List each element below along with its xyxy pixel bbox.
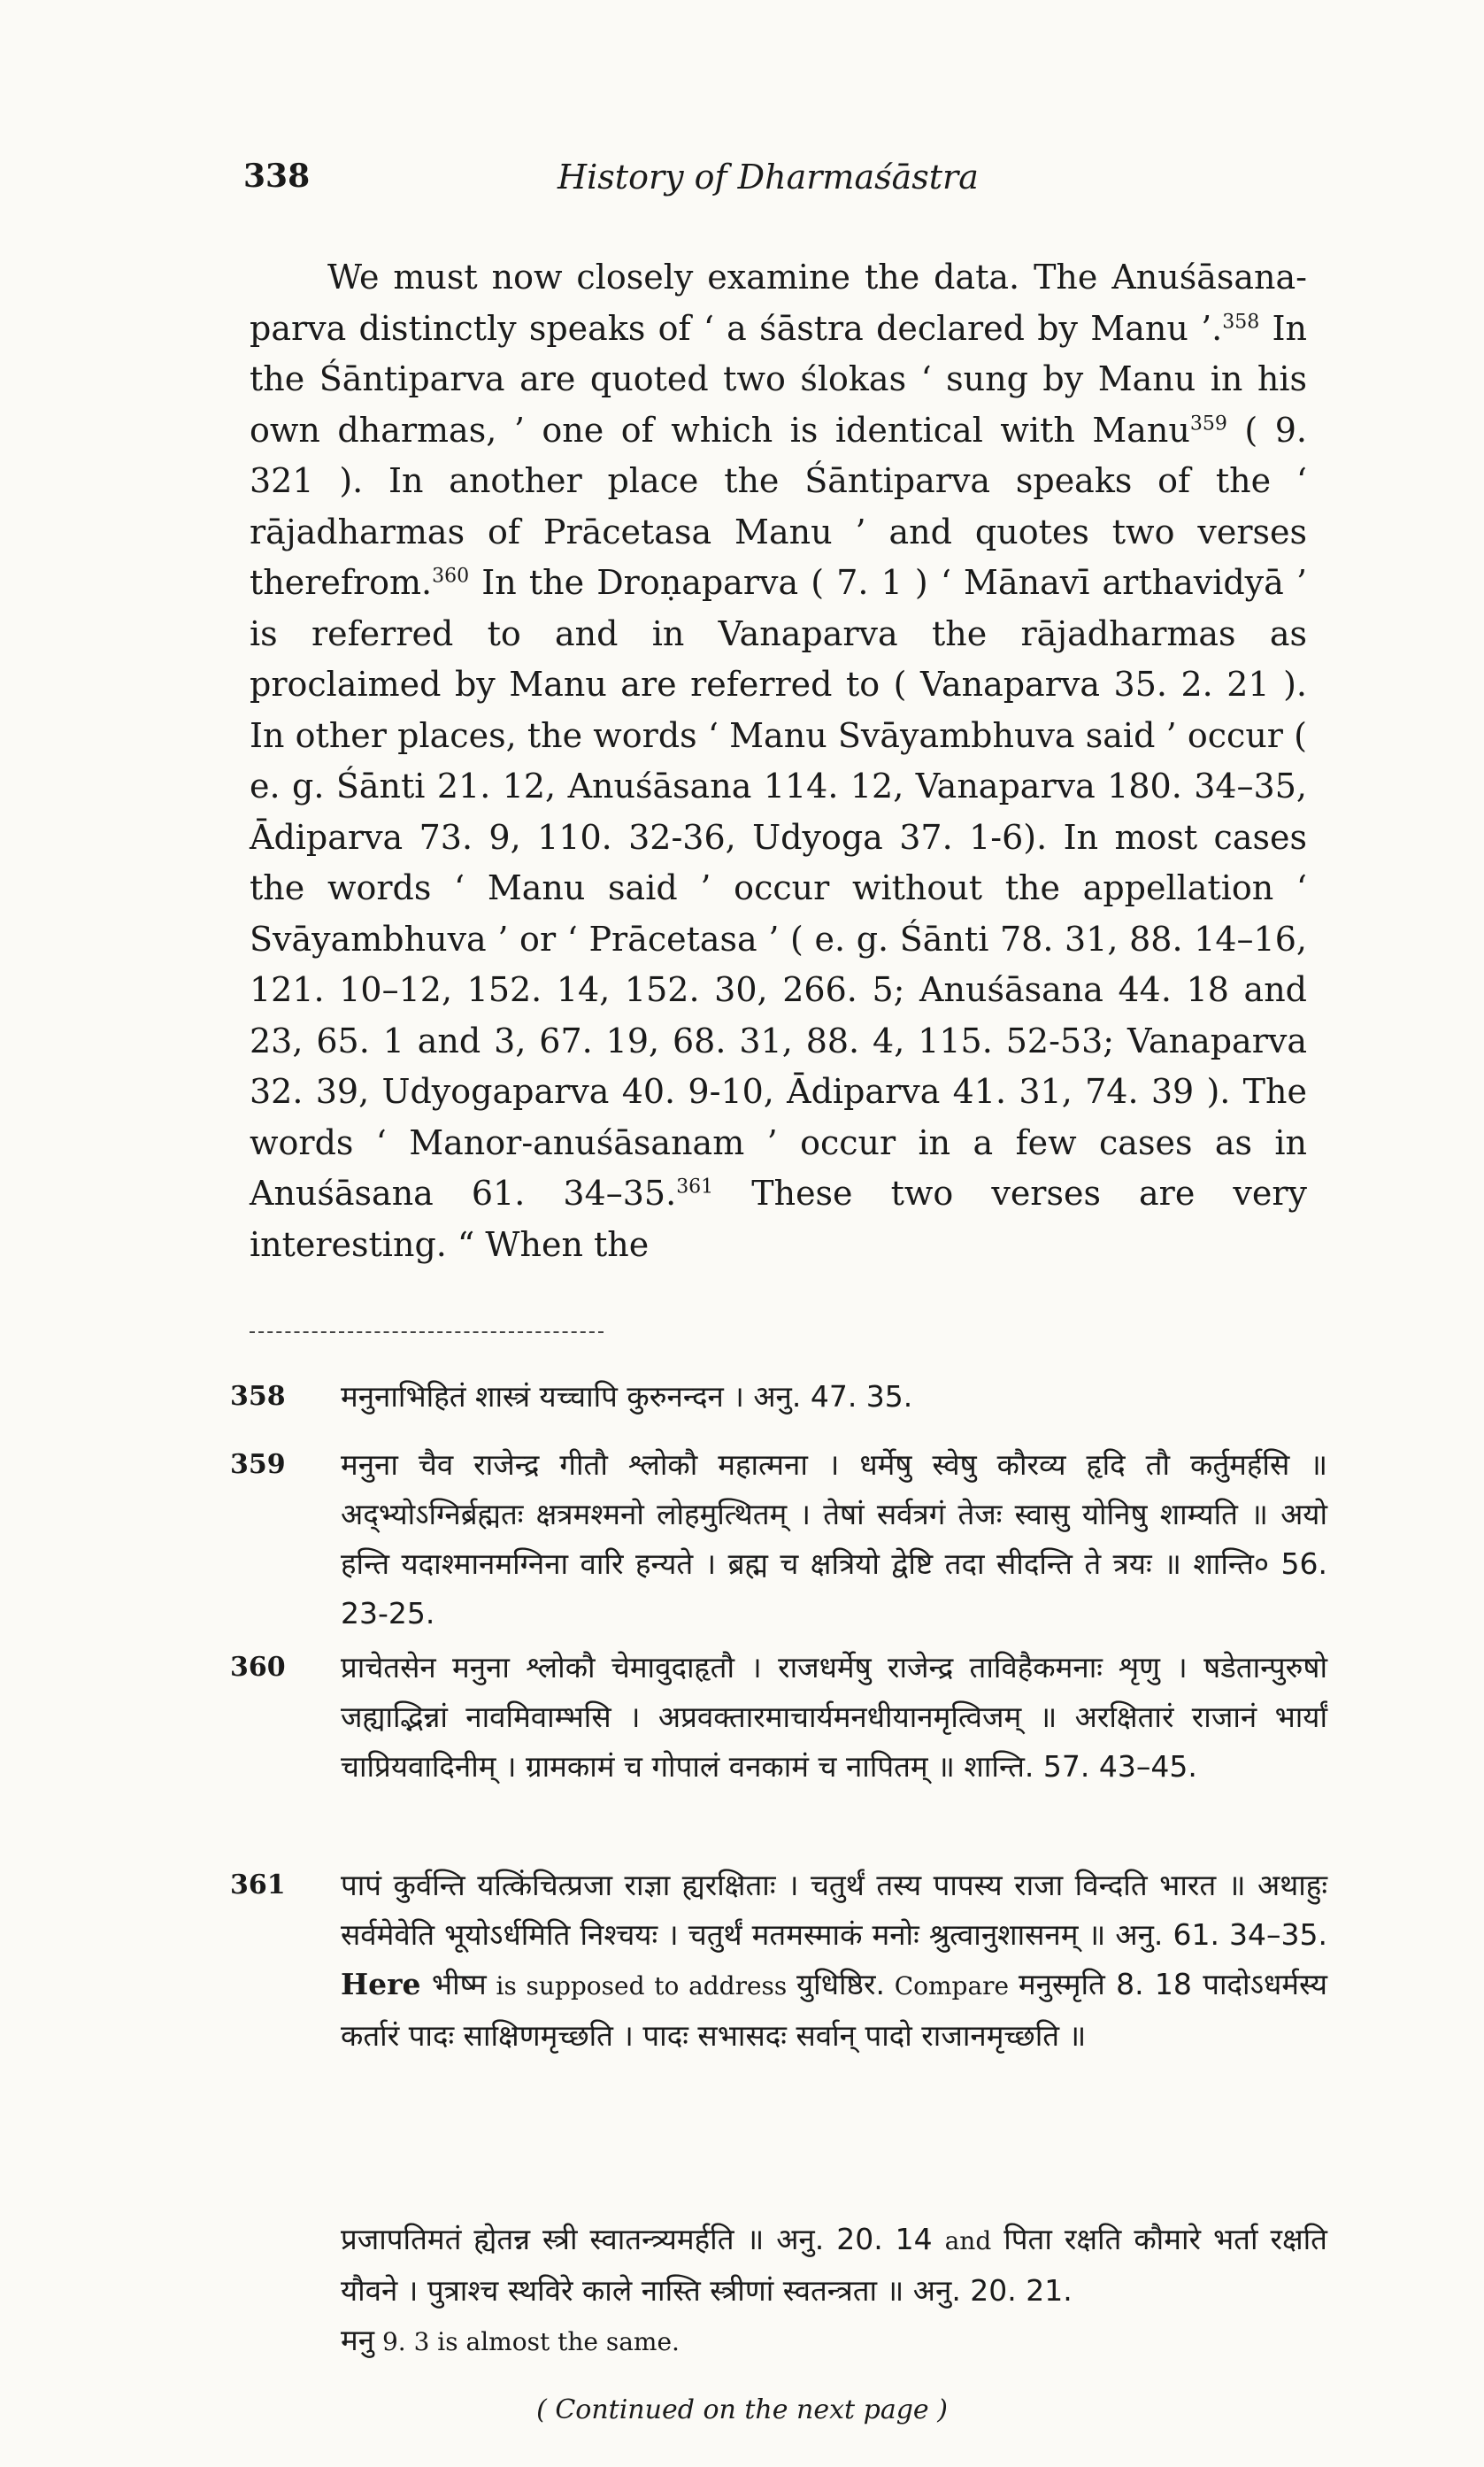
main-text xyxy=(250,252,1307,1270)
footnote-ref[interactable]: 361 xyxy=(676,1176,714,1199)
footnote-361 xyxy=(230,1861,1327,2061)
footnote-rule xyxy=(250,1331,604,1333)
footnote-text xyxy=(341,1861,1327,2061)
footnote-english: Compare xyxy=(884,1971,1019,2001)
footnote-360 xyxy=(230,1643,1327,1792)
footnote-ref[interactable]: 360 xyxy=(432,565,470,588)
footnote-number: 360 xyxy=(230,1652,286,1683)
footnote-358 xyxy=(230,1372,1327,1422)
footnote-text: मनुनाभिहितं शास्त्रं यच्चापि कुरुनन्दन । अनु. 47. 35. xyxy=(341,1379,913,1414)
footnote-text: प्राचेतसेन मनुना श्लोकौ चेमावुदाहृतौ । राजधर्मेषु राजेन्द्र ताविहैकमनाः शृणु । षडेतान्पुरुषो जह्याद्भिन्नां नावमिवाम्भसि । अप्रवक्तारमाचार्यमनधीयानमृत्विजम् ॥ अरक्षितारं राजानं भार्यां चाप्रियवादिनीम् । ग्रामकामं च गोपालं वनकामं च नापितम् ॥ शान्ति. 57. 43–45. xyxy=(341,1650,1327,1784)
footnote-sanskrit: युधिष्ठिर. xyxy=(796,1967,885,2001)
footnote-english: Here xyxy=(341,1967,421,2001)
page-number: 338 xyxy=(243,158,311,195)
footnote-ref[interactable]: 359 xyxy=(1189,412,1227,435)
footnote-sanskrit: पिता रक्षति कौमारे भर्ता रक्षति यौवने । पुत्राश्च स्थविरे काले नास्ति स्त्रीणां स्वतन्त्रता ॥ अनु. 20. 21. xyxy=(341,2222,1327,2308)
footnote-english: and xyxy=(944,2226,992,2255)
running-title: History of Dharmaśāstra xyxy=(557,158,979,197)
footnote-361-continuation xyxy=(341,2215,1327,2367)
body-text-segment: In the Droṇaparva ( 7. 1 ) ‘ Mānavī arthavidyā ’ is referred to and in Vanaparva the rājadharmas as proclaimed by Manu are referred to ( Vanaparva 35. 2. 21 ). In other places, the words ‘ Manu Svāyambhuva said ’ occur ( e. g. Śānti 21. 12, Anuśāsana 114. 12, Vanaparva 180. 34–35, Ādiparva 73. 9, 110. 32-36, Udyoga 37. 1-6). In most cases the words ‘ Manu said ’ occur without the appellation ‘ Svāyambhuva ’ or ‘ Prācetasa ’ ( e. g. Śānti 78. 31, 88. 14–16, 121. 10–12, 152. 14, 152. 30, 266. 5; Anuśāsana 44. 18 and 23, 65. 1 and 3, 67. 19, 68. 31, 88. 4, 115. 52-53; Vanaparva 32. 39, Udyogaparva 40. 9-10, Ādiparva 41. 31, 74. 39 ). The words ‘ Manor-anuśāsanam ’ occur in a few cases as in Anuśāsana 61. 34–35. xyxy=(250,563,1307,1213)
footnote-sanskrit: मनु xyxy=(341,2323,375,2357)
footnote-english: is supposed to address xyxy=(486,1971,797,2001)
footnote-sanskrit: प्रजापतिमतं ह्येतन्न स्त्री स्वातन्त्र्यमर्हति ॥ अनु. 20. 14 xyxy=(341,2222,945,2256)
footnote-sanskrit: पापं कुर्वन्ति यत्किंचित्प्रजा राज्ञा ह्यरक्षिताः । चतुर्थं तस्य पापस्य राजा विन्दति भारत ॥ अथाहुः सर्वमेवेति भूयोऽर्धमिति निश्चयः । चतुर्थं मतमस्माकं मनोः श्रुत्वानुशासनम् ॥ अनु. 61. 34–35. xyxy=(341,1868,1327,1952)
body-text-segment: These two verses are very interesting. “ When the xyxy=(250,1174,1307,1264)
footnote-number: 359 xyxy=(230,1449,286,1480)
footnote-ref[interactable]: 358 xyxy=(1222,310,1260,333)
footnote-sanskrit: मनुस्मृति 8. 18 पादोऽधर्मस्य कर्तारं पादः साक्षिणमृच्छति । पादः सभासदः सर्वान् पादो राजानमृच्छति ॥ xyxy=(341,1967,1328,2053)
body-paragraph xyxy=(250,252,1307,1270)
footnote-sanskrit: भीष्म xyxy=(420,1967,487,2001)
body-text-segment: In the Śāntiparva are quoted two ślokas ‘ sung by Manu in his own dharmas, ’ one of which is identical with Manu xyxy=(250,308,1307,450)
body-text-segment: ( 9. 321 ). In another place the Śāntiparva speaks of the ‘ rājadharmas of Prācetasa Manu ’ and quotes two verses therefrom. xyxy=(250,410,1307,602)
footnote-english: 9. 3 is almost the same. xyxy=(374,2327,680,2356)
footnote-text: मनुना चैव राजेन्द्र गीतौ श्लोकौ महात्मना । धर्मेषु स्वेषु कौरव्य हृदि तौ कर्तुमर्हसि ॥ अद्भ्योऽग्निर्ब्रह्मतः क्षत्रमश्मनो लोहमुत्थितम् । तेषां सर्वत्रगं तेजः स्वासु योनिषु शाम्यति ॥ अयो हन्ति यदाश्मानमग्निना वारि हन्यते । ब्रह्म च क्षत्रियो द्वेष्टि तदा सीदन्ति ते त्रयः ॥ शान्ति० 56. 23-25. xyxy=(341,1447,1327,1631)
footnote-number: 361 xyxy=(230,1870,286,1900)
body-text-segment: We must now closely examine the data. The Anuśāsana-parva distinctly speaks of ‘ a śāstra declared by Manu ’. xyxy=(250,258,1307,348)
footnote-359 xyxy=(230,1440,1327,1638)
continued-note: ( Continued on the next page ) xyxy=(536,2394,948,2425)
footnote-number: 358 xyxy=(230,1381,286,1412)
